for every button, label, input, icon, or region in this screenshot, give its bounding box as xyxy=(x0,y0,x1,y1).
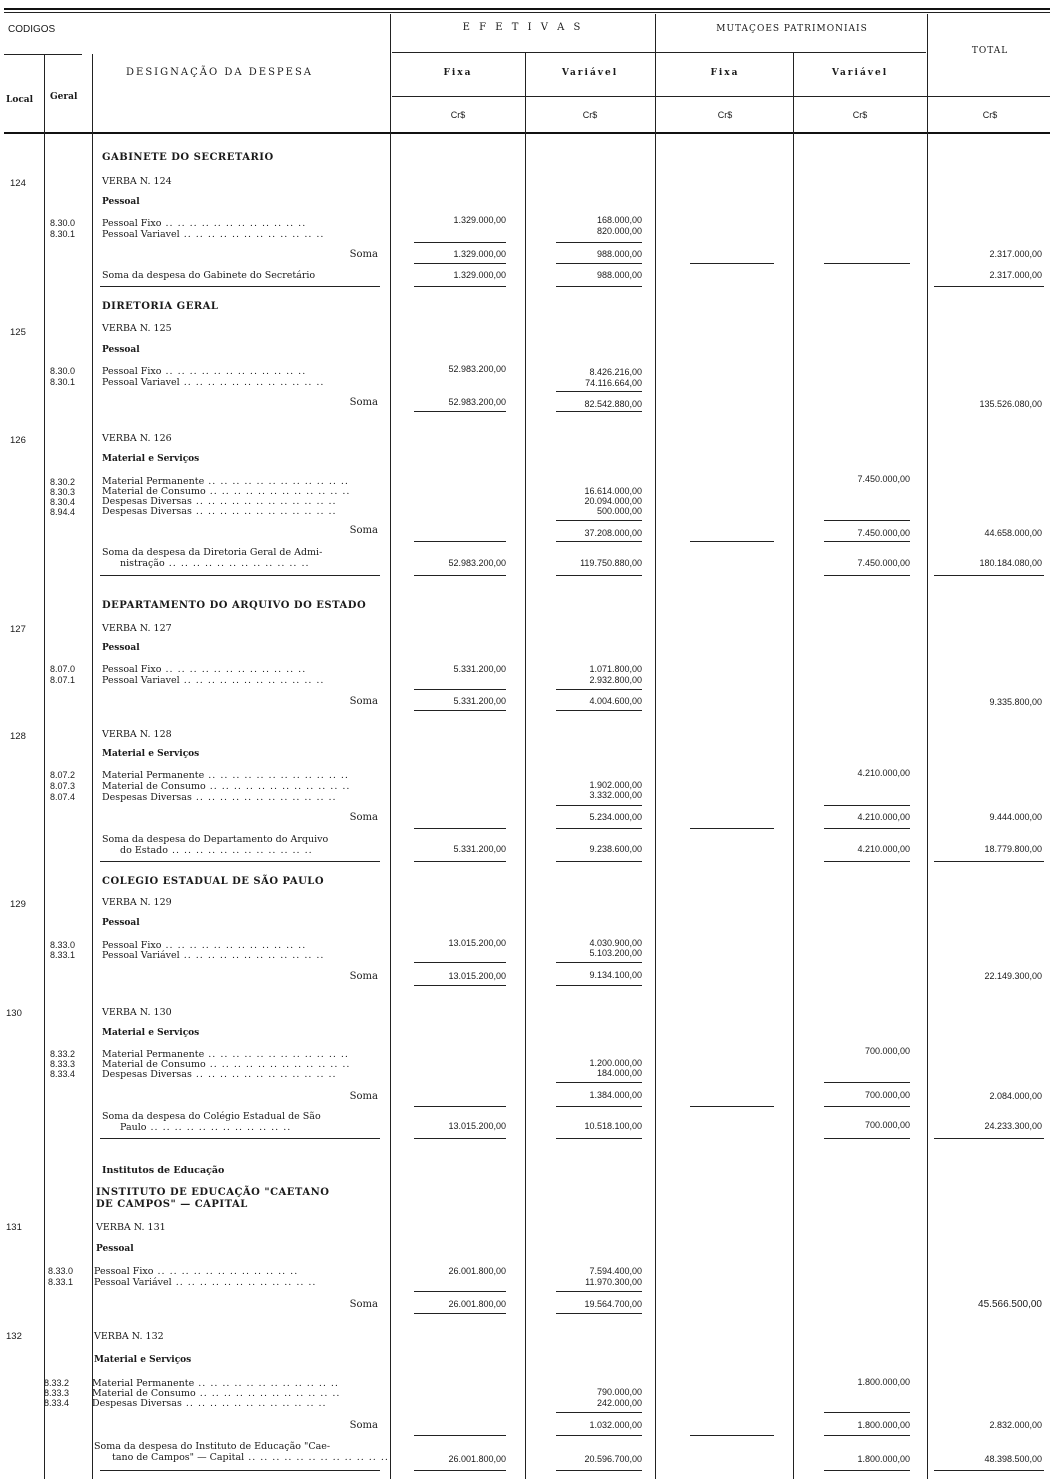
value-variavel: 242.000,00 xyxy=(596,1398,642,1408)
soma-variavel: 19.564.700,00 xyxy=(584,1299,642,1309)
local-code: 131 xyxy=(6,1222,22,1233)
total-variavel: 9.238.600,00 xyxy=(589,844,642,854)
item-label: Material de Consumo .. .. xyxy=(102,781,350,792)
geral-code: 8.33.3 xyxy=(50,1059,76,1069)
value-variavel: 3.332.000,00 xyxy=(589,790,642,800)
item-label: Pessoal Fixo .. .. xyxy=(102,366,306,377)
section-rule xyxy=(824,861,910,862)
sum-rule xyxy=(414,985,506,986)
header-local: Local xyxy=(6,95,34,105)
total-fixa: 13.015.200,00 xyxy=(448,1121,506,1131)
geral-code: 8.33.3 xyxy=(44,1388,70,1398)
value-variavel: 1.902.000,00 xyxy=(589,780,642,790)
item-label: Despesas Diversas .. .. xyxy=(102,792,337,803)
section-rule xyxy=(414,575,506,576)
local-code: 125 xyxy=(10,327,26,338)
sum-rule xyxy=(824,541,910,542)
total-fixa: 5.331.200,00 xyxy=(453,844,506,854)
sum-rule xyxy=(824,520,910,521)
sum-rule xyxy=(414,689,506,690)
section-total-label: tano de Campos" — Capital .. .. xyxy=(112,1452,389,1463)
geral-code: 8.30.1 xyxy=(50,377,76,387)
sum-rule xyxy=(556,1435,642,1436)
soma-variavel: 4.004.600,00 xyxy=(589,696,642,706)
soma-variavel: 1.384.000,00 xyxy=(589,1090,642,1100)
soma-label: Soma xyxy=(349,525,378,536)
section-rule xyxy=(414,1138,506,1139)
soma-label: Soma xyxy=(349,812,378,823)
currency-label-1: Cr$ xyxy=(450,110,466,120)
local-code: 129 xyxy=(10,899,26,910)
geral-code: 8.07.1 xyxy=(50,675,76,685)
col-rule-mvariavel xyxy=(927,14,928,1479)
value-variavel: 168.000,00 xyxy=(596,215,642,225)
sum-rule xyxy=(556,689,642,690)
soma-fixa: 5.331.200,00 xyxy=(453,696,506,706)
value-fixa: 26.001.800,00 xyxy=(448,1266,506,1276)
sum-rule xyxy=(556,1313,642,1314)
sum-rule xyxy=(824,1082,910,1083)
geral-code: 8.30.0 xyxy=(50,366,76,376)
currency-label-2: Cr$ xyxy=(582,110,598,120)
soma-fixa: 26.001.800,00 xyxy=(448,1299,506,1309)
sum-rule xyxy=(414,1291,506,1292)
soma-total: 2.832.000,00 xyxy=(989,1420,1042,1430)
sum-rule xyxy=(414,710,506,711)
geral-code: 8.30.0 xyxy=(50,218,76,228)
sum-rule xyxy=(414,541,506,542)
item-label: Material de Consumo .. .. xyxy=(92,1388,340,1399)
header-fixa-2: Fixa xyxy=(710,68,740,78)
sum-rule xyxy=(824,1412,910,1413)
soma-variavel: 9.134.100,00 xyxy=(589,970,642,980)
verba-label: VERBA N. 132 xyxy=(94,1331,164,1342)
value-variavel: 4.030.900,00 xyxy=(589,938,642,948)
col-rule-fixa xyxy=(525,52,526,1479)
local-code: 127 xyxy=(10,624,26,635)
sum-rule xyxy=(556,1106,642,1107)
section-rule xyxy=(824,575,910,576)
section-total-label: Paulo .. .. xyxy=(120,1122,291,1133)
sum-rule xyxy=(824,1435,910,1436)
currency-label-3: Cr$ xyxy=(717,110,733,120)
header-fixa-1: Fixa xyxy=(443,68,473,78)
soma-variavel: 1.032.000,00 xyxy=(589,1420,642,1430)
verba-label: VERBA N. 127 xyxy=(102,623,172,634)
col-rule-geral xyxy=(92,54,93,1479)
section-rule xyxy=(414,1470,506,1471)
header-subrule xyxy=(392,52,926,53)
section-rule xyxy=(100,1138,380,1139)
geral-code: 8.33.2 xyxy=(50,1049,76,1059)
section-title-gabinete: GABINETE DO SECRETARIO xyxy=(102,152,274,163)
sum-rule xyxy=(414,1435,506,1436)
soma-label: Soma xyxy=(349,1420,378,1431)
geral-code: 8.30.3 xyxy=(50,487,76,497)
value-mut-variavel: 1.800.000,00 xyxy=(857,1377,910,1387)
sum-rule xyxy=(556,710,642,711)
sum-rule xyxy=(556,962,642,963)
total-mut-variavel: 4.210.000,00 xyxy=(857,844,910,854)
soma-label: Soma xyxy=(349,397,378,408)
sum-rule xyxy=(414,411,506,412)
sum-rule xyxy=(690,541,774,542)
header-efetivas: E F E T I V A S xyxy=(462,22,584,33)
value-variavel: 7.594.400,00 xyxy=(589,1266,642,1276)
verba-label: VERBA N. 129 xyxy=(102,897,172,908)
value-variavel: 11.970.300,00 xyxy=(585,1277,642,1287)
value-fixa: 13.015.200,00 xyxy=(448,938,506,948)
sum-rule xyxy=(556,263,642,264)
item-label: Pessoal Fixo .. .. xyxy=(102,218,306,229)
soma-total: 135.526.080,00 xyxy=(979,399,1042,409)
total-variavel: 119.750.880,00 xyxy=(580,558,642,568)
section-rule xyxy=(414,286,506,287)
value-mut-variavel: 4.210.000,00 xyxy=(857,768,910,778)
subgroup-label: Material e Serviços xyxy=(94,1355,192,1365)
total-fixa: 26.001.800,00 xyxy=(448,1454,506,1464)
item-label: Pessoal Variavel .. .. xyxy=(102,229,324,240)
soma-label: Soma xyxy=(349,249,378,260)
item-label: Despesas Diversas .. .. xyxy=(102,1069,337,1080)
geral-code: 8.30.4 xyxy=(50,497,76,507)
soma-fixa: 52.983.200,00 xyxy=(448,397,506,407)
geral-code: 8.33.4 xyxy=(44,1398,70,1408)
value-variavel: 820.000,00 xyxy=(596,226,642,236)
total-total: 180.184.080,00 xyxy=(979,558,1042,568)
col-rule-variavel xyxy=(655,14,656,1479)
section-title-instituto: INSTITUTO DE EDUCAÇÃO "CAETANO xyxy=(96,1187,330,1198)
sum-rule xyxy=(824,828,910,829)
soma-label: Soma xyxy=(349,971,378,982)
subgroup-label: Material e Serviços xyxy=(102,454,200,464)
value-variavel: 500.000,00 xyxy=(596,506,642,516)
value-variavel: 20.094.000,00 xyxy=(584,496,642,506)
section-rule xyxy=(934,575,1044,576)
item-label: Pessoal Variável .. .. xyxy=(102,950,324,961)
total-mut-variavel: 1.800.000,00 xyxy=(857,1454,910,1464)
value-variavel: 2.932.800,00 xyxy=(589,675,642,685)
currency-label-5: Cr$ xyxy=(982,110,998,120)
section-total-label: do Estado .. .. xyxy=(120,845,313,856)
total-variavel: 20.596.700,00 xyxy=(584,1454,642,1464)
local-code: 128 xyxy=(10,731,26,742)
item-label: Despesas Diversas .. .. xyxy=(102,496,337,507)
total-total: 2.317.000,00 xyxy=(989,270,1042,280)
geral-code: 8.33.1 xyxy=(50,950,76,960)
section-rule xyxy=(934,1138,1044,1139)
section-rule xyxy=(556,1470,642,1471)
geral-code: 8.07.4 xyxy=(50,792,76,802)
item-label: Despesas Diversas .. .. xyxy=(92,1398,327,1409)
subgroup-label: Pessoal xyxy=(102,643,140,653)
total-total: 24.233.300,00 xyxy=(984,1121,1042,1131)
header-codigos: CODIGOS xyxy=(8,24,56,35)
sum-rule xyxy=(414,242,506,243)
header-variavel-2: Variável xyxy=(831,68,889,78)
local-code: 132 xyxy=(6,1331,22,1342)
section-title-instituto-2: DE CAMPOS" — CAPITAL xyxy=(96,1199,248,1210)
geral-code: 8.07.0 xyxy=(50,664,76,674)
verba-label: VERBA N. 125 xyxy=(102,323,172,334)
geral-code: 8.33.0 xyxy=(48,1266,74,1276)
value-variavel: 5.103.200,00 xyxy=(589,948,642,958)
header-designacao: DESIGNAÇÃO DA DESPESA xyxy=(126,67,314,78)
geral-code: 8.07.3 xyxy=(50,781,76,791)
col-rule-mfixa xyxy=(793,52,794,1479)
sum-rule xyxy=(556,391,642,392)
soma-fixa: 1.329.000,00 xyxy=(453,249,506,259)
section-total-label: Soma da despesa do Gabinete do Secretário xyxy=(102,270,316,281)
total-fixa: 52.983.200,00 xyxy=(448,558,506,568)
section-rule xyxy=(100,575,380,576)
soma-mut-variavel: 700.000,00 xyxy=(864,1090,910,1100)
subgroup-label: Pessoal xyxy=(102,918,140,928)
soma-total: 2.317.000,00 xyxy=(989,249,1042,259)
section-rule xyxy=(556,1138,642,1139)
section-rule xyxy=(824,1470,910,1471)
item-label: Pessoal Variável .. .. xyxy=(94,1277,316,1288)
section-rule xyxy=(100,1470,380,1471)
geral-code: 8.30.2 xyxy=(50,477,76,487)
soma-mut-variavel: 7.450.000,00 xyxy=(857,528,910,538)
soma-label: Soma xyxy=(349,1299,378,1310)
item-label: Material de Consumo .. .. xyxy=(102,486,350,497)
item-label: Pessoal Variavel .. .. xyxy=(102,377,324,388)
item-label: Despesas Diversas .. .. xyxy=(102,506,337,517)
geral-code: 8.94.4 xyxy=(50,507,76,517)
section-rule xyxy=(934,286,1044,287)
sum-rule xyxy=(556,985,642,986)
total-mut-variavel: 7.450.000,00 xyxy=(857,558,910,568)
item-label: Material Permanente .. .. xyxy=(102,770,349,781)
section-rule xyxy=(100,286,380,287)
sum-rule xyxy=(414,828,506,829)
soma-variavel: 37.208.000,00 xyxy=(584,528,642,538)
sum-rule xyxy=(556,1291,642,1292)
verba-label: VERBA N. 128 xyxy=(102,729,172,740)
soma-total: 44.658.000,00 xyxy=(984,528,1042,538)
sum-rule xyxy=(556,1082,642,1083)
soma-variavel: 988.000,00 xyxy=(596,249,642,259)
section-title-diretoria: DIRETORIA GERAL xyxy=(102,301,219,312)
subgroup-label: Material e Serviços xyxy=(102,1028,200,1038)
subgroup-label: Pessoal xyxy=(102,197,140,207)
value-mut-variavel: 7.450.000,00 xyxy=(857,474,910,484)
header-total: TOTAL xyxy=(971,46,1009,56)
section-rule xyxy=(100,861,380,862)
value-variavel: 74.116.664,00 xyxy=(585,378,642,388)
section-rule xyxy=(414,861,506,862)
sum-rule xyxy=(414,263,506,264)
soma-label: Soma xyxy=(349,696,378,707)
item-label: Pessoal Fixo .. .. xyxy=(94,1266,298,1277)
subgroup-label: Pessoal xyxy=(102,345,140,355)
section-title-arquivo: DEPARTAMENTO DO ARQUIVO DO ESTADO xyxy=(102,600,367,611)
section-title-colegio: COLEGIO ESTADUAL DE SÃO PAULO xyxy=(102,876,325,887)
value-fixa: 1.329.000,00 xyxy=(453,215,506,225)
verba-label: VERBA N. 130 xyxy=(102,1007,172,1018)
item-label: Material de Consumo .. .. xyxy=(102,1059,350,1070)
value-variavel: 8.426.216,00 xyxy=(589,367,642,377)
value-variavel: 1.071.800,00 xyxy=(589,664,642,674)
section-rule xyxy=(934,1470,1044,1471)
section-total-label: Soma da despesa da Diretoria Geral de Admi- xyxy=(102,547,323,558)
sum-rule xyxy=(414,1106,506,1107)
sum-rule xyxy=(690,1106,774,1107)
value-variavel: 184.000,00 xyxy=(596,1068,642,1078)
soma-label: Soma xyxy=(349,1091,378,1102)
section-rule xyxy=(556,575,642,576)
col-rule-local xyxy=(44,54,45,1479)
header-bottom-rule xyxy=(4,132,1050,134)
group-label: Institutos de Educação xyxy=(102,1165,225,1176)
value-variavel: 1.200.000,00 xyxy=(589,1058,642,1068)
item-label: Pessoal Fixo .. .. xyxy=(102,664,306,675)
item-label: Material Permanente .. .. xyxy=(102,476,349,487)
soma-variavel: 82.542.880,00 xyxy=(584,399,642,409)
header-mutacoes: MUTAÇOES PATRIMONIAIS xyxy=(716,24,868,34)
sum-rule xyxy=(690,263,774,264)
value-fixa: 5.331.200,00 xyxy=(453,664,506,674)
sum-rule xyxy=(556,541,642,542)
header-currency-rule xyxy=(392,96,1050,97)
total-variavel: 10.518.100,00 xyxy=(584,1121,642,1131)
item-label: Pessoal Fixo .. .. xyxy=(102,940,306,951)
local-code: 130 xyxy=(6,1008,22,1019)
subgroup-label: Material e Serviços xyxy=(102,749,200,759)
header-variavel-1: Variável xyxy=(561,68,619,78)
section-rule xyxy=(824,1138,910,1139)
geral-code: 8.07.2 xyxy=(50,770,76,780)
verba-label: VERBA N. 131 xyxy=(96,1222,166,1233)
sum-rule xyxy=(556,805,642,806)
section-total-label: Soma da despesa do Departamento do Arquivo xyxy=(102,834,329,845)
currency-label-4: Cr$ xyxy=(852,110,868,120)
top-rule-thin xyxy=(4,12,1050,13)
item-label: Material Permanente .. .. xyxy=(102,1049,349,1060)
verba-label: VERBA N. 124 xyxy=(102,176,172,187)
soma-total: 22.149.300,00 xyxy=(984,971,1042,981)
sum-rule xyxy=(556,520,642,521)
value-variavel: 16.614.000,00 xyxy=(584,486,642,496)
section-rule xyxy=(556,286,642,287)
total-fixa: 1.329.000,00 xyxy=(453,270,506,280)
section-total-label: nistração .. .. xyxy=(120,558,309,569)
geral-code: 8.33.0 xyxy=(50,940,76,950)
verba-label: VERBA N. 126 xyxy=(102,433,172,444)
total-total: 18.779.800,00 xyxy=(984,844,1042,854)
geral-code: 8.33.1 xyxy=(48,1277,74,1287)
item-label: Pessoal Variavel .. .. xyxy=(102,675,324,686)
geral-code: 8.33.4 xyxy=(50,1069,76,1079)
soma-fixa: 13.015.200,00 xyxy=(448,971,506,981)
top-rule xyxy=(4,8,1050,10)
total-total: 48.398.500,00 xyxy=(984,1454,1042,1464)
codigos-rule xyxy=(4,54,82,55)
section-rule xyxy=(556,861,642,862)
soma-total: 9.335.800,00 xyxy=(989,697,1042,707)
soma-total: 9.444.000,00 xyxy=(989,812,1042,822)
value-fixa: 52.983.200,00 xyxy=(448,364,506,374)
sum-rule xyxy=(556,1412,642,1413)
local-code: 126 xyxy=(10,435,26,446)
sum-rule xyxy=(824,1106,910,1107)
local-code: 124 xyxy=(10,178,26,189)
soma-mut-variavel: 4.210.000,00 xyxy=(857,812,910,822)
total-mut-variavel: 700.000,00 xyxy=(864,1120,910,1130)
sum-rule xyxy=(556,411,642,412)
value-variavel: 790.000,00 xyxy=(596,1387,642,1397)
section-total-label: Soma da despesa do Colégio Estadual de São xyxy=(102,1111,321,1122)
sum-rule xyxy=(824,805,910,806)
sum-rule xyxy=(690,828,774,829)
sum-rule xyxy=(556,242,642,243)
subgroup-label: Pessoal xyxy=(96,1244,134,1254)
soma-total: 45.566.500,00 xyxy=(978,1299,1042,1310)
sum-rule xyxy=(414,1313,506,1314)
sum-rule xyxy=(824,263,910,264)
geral-code: 8.30.1 xyxy=(50,229,76,239)
sum-rule xyxy=(556,828,642,829)
value-mut-variavel: 700.000,00 xyxy=(864,1046,910,1056)
section-rule xyxy=(934,861,1044,862)
sum-rule xyxy=(414,962,506,963)
soma-mut-variavel: 1.800.000,00 xyxy=(857,1420,910,1430)
sum-rule xyxy=(690,1435,774,1436)
geral-code: 8.33.2 xyxy=(44,1378,70,1388)
section-total-label: Soma da despesa do Instituto de Educação "Cae- xyxy=(94,1441,331,1452)
item-label: Material Permanente .. .. xyxy=(92,1378,339,1389)
soma-variavel: 5.234.000,00 xyxy=(589,812,642,822)
soma-total: 2.084.000,00 xyxy=(989,1091,1042,1101)
col-rule-designacao xyxy=(390,14,391,1479)
total-variavel: 988.000,00 xyxy=(596,270,642,280)
header-geral: Geral xyxy=(50,92,78,102)
